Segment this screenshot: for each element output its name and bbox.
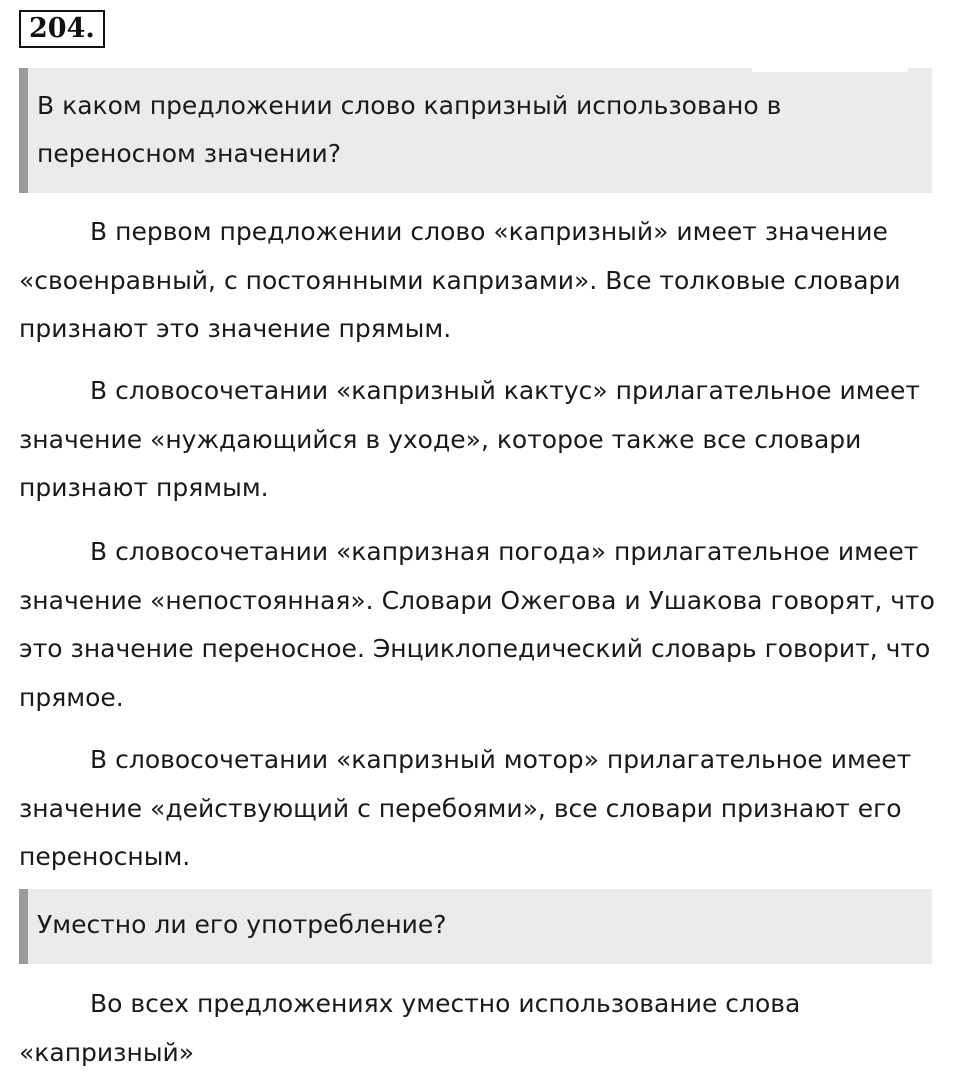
question-text-2: Уместно ли его употребление? — [37, 910, 447, 939]
question-block-notch — [752, 68, 908, 72]
question-text-1: В каком предложении слово капризный использовано в переносном значении? — [37, 91, 782, 168]
task-number-suffix: . — [85, 13, 95, 44]
task-number-box — [19, 10, 105, 48]
answer-paragraph-1: В первом предложении слово «капризный» имеет значение «своенравный, с постоянными капризами». Все толковые словари признают это значение прямым. — [19, 217, 901, 343]
question-block-2 — [19, 889, 932, 964]
question-block-1 — [19, 68, 932, 193]
answer-paragraph-3: В словосочетании «капризная погода» прилагательное имеет значение «непостоянная». Словари Ожегова и Ушакова говорят, что это значение переносное. Энциклопедический словарь говорит, что прямое. — [19, 537, 935, 712]
answer-paragraph-4: В словосочетании «капризный мотор» прилагательное имеет значение «действующий с перебоями», все словари признают его переносным. — [19, 745, 912, 871]
task-number: 204 — [29, 13, 86, 44]
answer-paragraph-5: Во всех предложениях уместно использование слова «капризный» — [19, 989, 801, 1067]
answer-paragraph-2: В словосочетании «капризный кактус» прилагательное имеет значение «нуждающийся в уходе», которое также все словари признают прямым. — [19, 376, 920, 502]
